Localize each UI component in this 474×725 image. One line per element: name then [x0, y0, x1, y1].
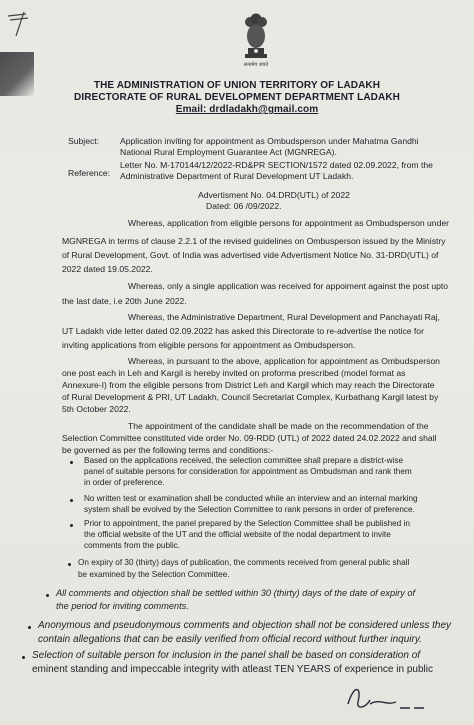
condition1-line2: panel of suitable persons for consideration for appointment as Ombudsman and rank them	[84, 467, 412, 476]
reference-line1: Letter No. M-170144/12/2022-RD&PR SECTION/1572 dated 02.09.2022, from the	[120, 160, 433, 170]
para4-line2: one post each in Leh and Kargil is hereby invited on proforma prescribed (model format as	[62, 368, 406, 378]
condition6-line1: Anonymous and pseudonymous comments and objection shall not be considered unless they	[38, 620, 452, 631]
reference-line2: Administrative Department of Rural Development UT Ladakh.	[120, 171, 354, 181]
condition7-line2: eminent standing and impeccable integrity with atleast TEN YEARS of experience in public	[32, 664, 433, 675]
para5-line3: be governed as per the following terms and conditions:-	[62, 445, 274, 455]
subject-label: Subject:	[68, 136, 100, 146]
condition1-line3: in order of preference.	[84, 478, 165, 487]
condition2-line1: No written test or examination shall be conducted while an interview and an internal marking	[84, 494, 418, 503]
bullet-marker	[22, 656, 25, 659]
pen-scribble-mark	[4, 6, 44, 42]
para2-line1: Whereas, only a single application was received for appoiment against the post upto	[128, 281, 449, 291]
condition1-line1: Based on the applications received, the selection committee shall prepare a district-wise	[84, 456, 404, 465]
bullet-marker	[70, 524, 73, 527]
para4-line3: Annexure-I) from the eligible persons from District Leh and Kargil which may reach the Directorate	[62, 380, 435, 390]
emblem-motto: सत्यमेव जयते	[243, 62, 269, 68]
para5-line1: The appointment of the candidate shall be made on the recommendation of the	[128, 421, 429, 431]
para4-line4: of Rural Development & PRI, UT Ladakh, Council Secretariat Complex, Kurbathang Kargil latest by	[62, 392, 439, 402]
para3-line1: Whereas, the Administrative Department, Rural Development and Panchayati Raj,	[128, 312, 440, 322]
condition6-line2: contain allegations that can be easily verified from official record without further inquiry.	[38, 634, 422, 645]
national-emblem-icon	[236, 8, 276, 60]
condition3-line2: the official website of the UT and the official website of the nodal department to invite	[84, 530, 391, 539]
para1-line3: of Rural Development, Govt. of India was advertised vide Advertisment Notice No. 31-DRD(UTL) of	[62, 250, 439, 260]
header-title-line1: THE ADMINISTRATION OF UNION TERRITORY OF LADAKH	[93, 80, 381, 91]
para3-line3: inviting applications from eligible persons for appointment as Ombudsperson.	[62, 340, 356, 350]
para4-line1: Whereas, in pursuant to the above, application for appointment as Ombudsperson	[128, 356, 440, 366]
bullet-marker	[70, 499, 73, 502]
para1-line4: 2022 dated 19.05.2022.	[62, 264, 153, 274]
bullet-marker	[28, 626, 31, 629]
para5-line2: Selection Committee constituted vide order No. 09-RDD (UTL) of 2022 dated 24.02.2022 and shall	[62, 433, 437, 443]
condition3-line3: comments from the public.	[84, 541, 181, 550]
reference-label: Reference:	[68, 168, 111, 178]
bullet-marker	[70, 461, 73, 464]
bullet-marker	[68, 563, 71, 566]
condition4-line1: On expiry of 30 (thirty) days of publication, the comments received from general public shall	[78, 558, 410, 567]
header-title-line2: DIRECTORATE OF RURAL DEVELOPMENT DEPARTMENT LADAKH	[74, 92, 400, 103]
para1-line2: MGNREGA in terms of clause 2.2.1 of the revised guidelines on Ombusperson issued by the Ministry	[62, 236, 446, 246]
condition4-line2: be examined by the Selection Committee.	[78, 570, 230, 579]
subject-line2: National Rural Employment Guarantee Act (MGNREGA).	[120, 147, 337, 157]
condition5-line2: the period for inviting comments.	[56, 601, 189, 611]
condition5-line1: All comments and objection shall be settled within 30 (thirty) days of the date of expiry of	[56, 588, 416, 598]
advertisement-number: Advertisment No. 04.DRD(UTL) of 2022	[198, 190, 350, 200]
advertisement-dated: Dated: 06 /09/2022.	[206, 201, 282, 211]
condition2-line2: system shall be evolved by the Selection Committee to rank persons in order of preference.	[84, 505, 415, 514]
para1-line1: Whereas, application from eligible persons for appointment as Ombudsperson under	[128, 218, 450, 228]
bullet-marker	[46, 594, 49, 597]
condition7-line1: Selection of suitable person for inclusion in the panel shall be based on consideration of	[32, 650, 421, 661]
subject-line1: Application inviting for appointment as Ombudsperson under Mahatma Gandhi	[120, 136, 419, 146]
header-email: Email: drdladakh@gmail.com	[175, 104, 319, 115]
para3-line2: UT Ladakh vide letter dated 02.09.2022 has asked this Directorate to re-advertise the notice for	[62, 326, 424, 336]
condition3-line1: Prior to appointment, the panel prepared by the Selection Committee shall be published in	[84, 519, 410, 528]
para4-line5: 5th October 2022.	[62, 404, 131, 414]
handwritten-signature	[340, 678, 430, 718]
para2-line2: the last date, i.e 20th June 2022.	[62, 296, 187, 306]
